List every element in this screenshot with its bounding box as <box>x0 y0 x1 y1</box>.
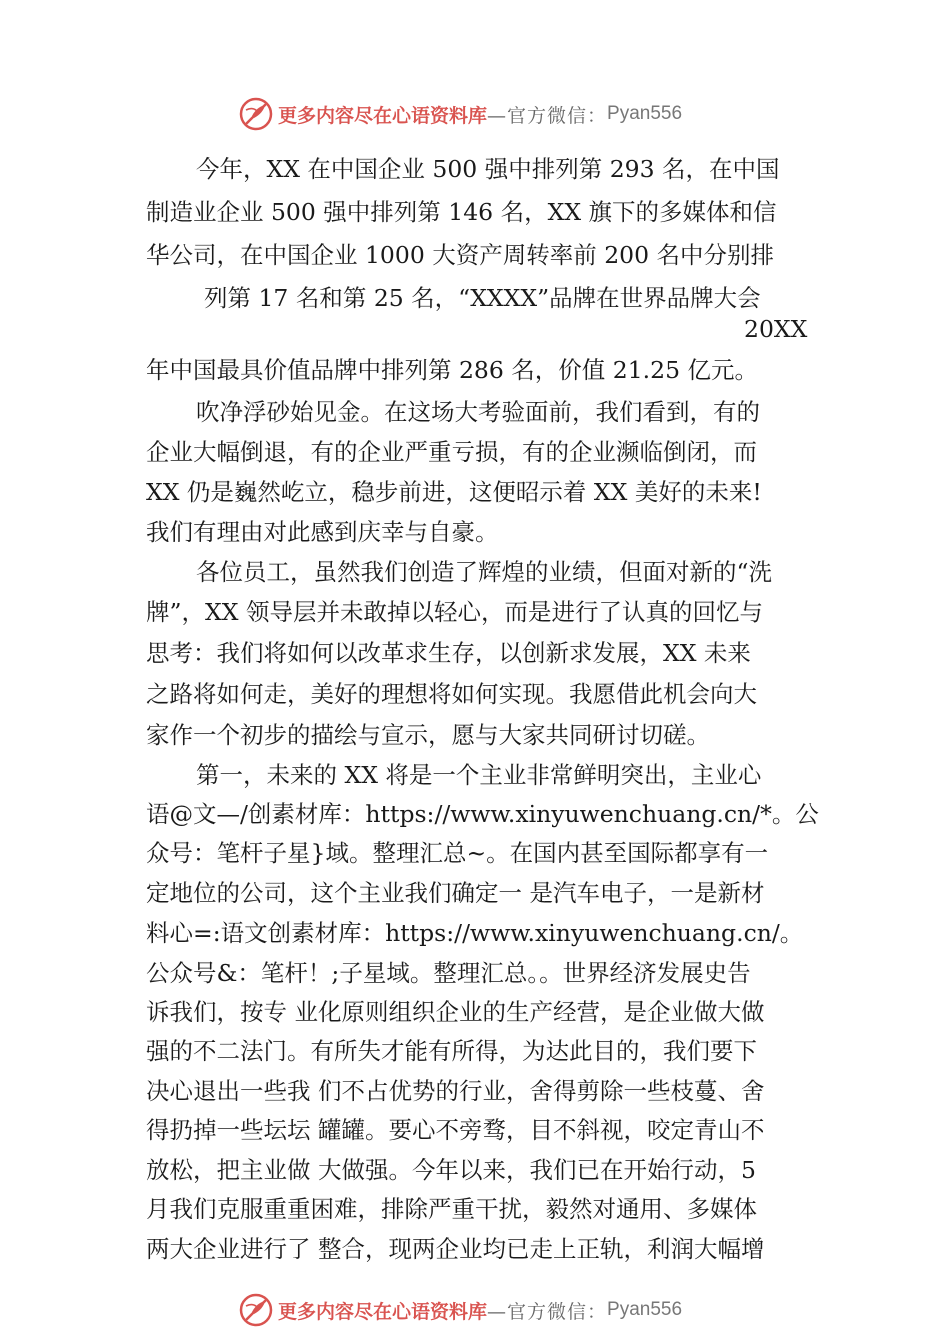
text-line: 之路将如何走，美好的理想将如何实现。我愿借此机会向大 <box>146 680 757 708</box>
text-line: 家作一个初步的描绘与宣示，愿与大家共同研讨切磋。 <box>146 721 710 749</box>
text-line: 语@文—/创素材库：https://www.xinyuwenchuang.cn/*。公 <box>146 800 819 828</box>
text-line: 各位员工，虽然我们创造了辉煌的业绩，但面对新的“洗 <box>196 558 773 586</box>
banner-sub-text: —官方微信： <box>487 104 608 127</box>
text-line: 得扔掉一些坛坛 罐罐。要心不旁骛，目不斜视，咬定青山不 <box>146 1116 765 1144</box>
text-line: 众号：笔杆子星}域。整理汇总~。在国内甚至国际都享有一 <box>146 839 769 867</box>
text-line: 月我们克服重重困难，排除严重干扰，毅然对通用、多媒体 <box>146 1195 757 1223</box>
text-line: 公众号&：笔杆！;子星域。整理汇总。。世界经济发展史告 <box>146 959 751 987</box>
text-line: 制造业企业 500 强中排列第 146 名，XX 旗下的多媒体和信 <box>146 198 777 226</box>
text-line: 年中国最具价值品牌中排列第 286 名，价值 21.25 亿元。 <box>146 356 759 384</box>
header-watermark-banner <box>238 96 758 132</box>
banner-main-text: 更多内容尽在心语资料库 <box>278 1300 488 1323</box>
banner-main-text: 更多内容尽在心语资料库 <box>278 104 488 127</box>
text-line: 思考：我们将如何以改革求生存，以创新求发展，XX 未来 <box>146 639 751 667</box>
text-line: 第一，未来的 XX 将是一个主业非常鲜明突出，主业心 <box>196 761 762 789</box>
text-line: 两大企业进行了 整合，现两企业均已走上正轨，利润大幅增 <box>146 1235 765 1263</box>
text-line: 料心=:语文创素材库：https://www.xinyuwenchuang.cn/。 <box>146 919 804 947</box>
quill-seal-logo-icon <box>238 96 274 132</box>
text-line: 强的不二法门。有所失才能有所得，为达此目的，我们要下 <box>146 1037 757 1065</box>
text-line: XX 仍是巍然屹立，稳步前进，这便昭示着 XX 美好的未来! <box>146 478 762 506</box>
text-line: 决心退出一些我 们不占优势的行业，舍得剪除一些枝蔓、舍 <box>146 1077 765 1105</box>
text-line: 列第 17 名和第 25 名，“XXXX”品牌在世界品牌大会 <box>204 284 761 312</box>
quill-seal-logo-icon <box>238 1292 274 1328</box>
text-line: 20XX <box>744 315 808 343</box>
banner-sub-text: —官方微信： <box>487 1300 608 1323</box>
banner-wechat-id: Pyan556 <box>607 103 683 124</box>
text-line: 华公司，在中国企业 1000 大资产周转率前 200 名中分别排 <box>146 241 775 269</box>
text-line: 诉我们，按专 业化原则组织企业的生产经营，是企业做大做 <box>146 998 765 1026</box>
banner-wechat-id: Pyan556 <box>607 1299 683 1320</box>
text-line: 牌”，XX 领导层并未敢掉以轻心，而是进行了认真的回忆与 <box>146 598 763 626</box>
text-line: 吹净浮砂始见金。在这场大考验面前，我们看到，有的 <box>196 398 760 426</box>
text-line: 我们有理由对此感到庆幸与自豪。 <box>146 518 499 546</box>
text-line: 今年，XX 在中国企业 500 强中排列第 293 名，在中国 <box>196 155 780 183</box>
text-line: 放松，把主业做 大做强。今年以来，我们已在开始行动，5 <box>146 1156 756 1184</box>
text-line: 定地位的公司，这个主业我们确定一 是汽车电子，一是新材 <box>146 879 765 907</box>
footer-watermark-banner <box>238 1292 758 1328</box>
text-line: 企业大幅倒退，有的企业严重亏损，有的企业濒临倒闭，而 <box>146 438 757 466</box>
